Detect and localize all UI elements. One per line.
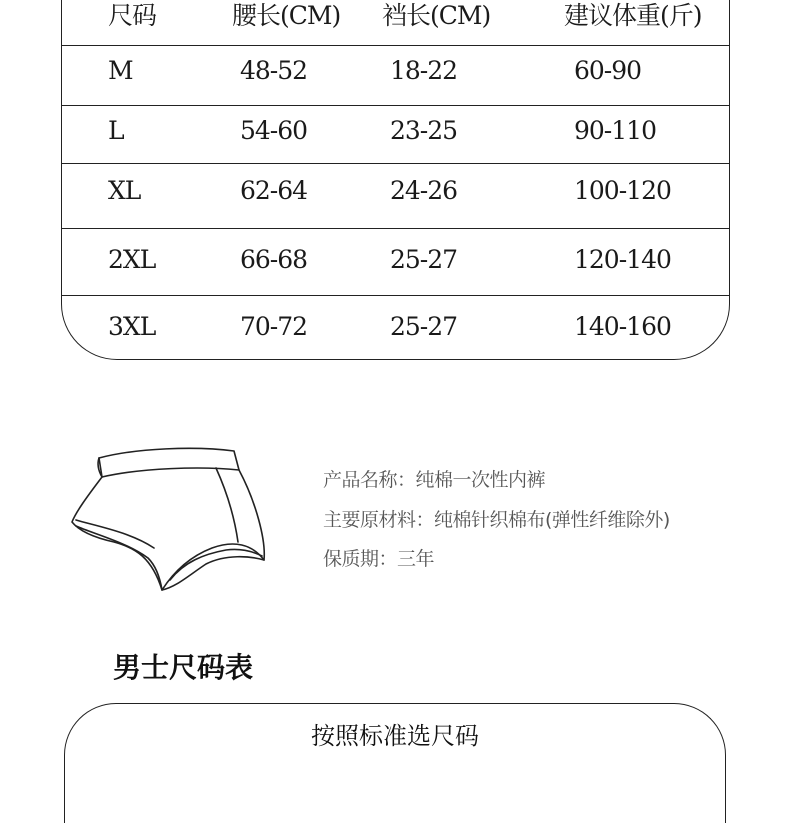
size-table <box>61 0 730 360</box>
cell-rise: 25-27 <box>390 245 458 274</box>
mens-size-chart <box>64 703 726 823</box>
cell-size: XL <box>108 176 141 205</box>
product-name-line: 产品名称：纯棉一次性内裤 <box>323 469 546 491</box>
cell-size: M <box>108 56 133 85</box>
cell-weight: 140-160 <box>574 312 671 341</box>
row-divider <box>62 163 729 164</box>
cell-waist: 48-52 <box>240 56 308 85</box>
row-divider <box>62 45 729 46</box>
cell-size: L <box>108 116 124 145</box>
header-size: 尺码 <box>108 1 157 30</box>
cell-rise: 23-25 <box>390 116 458 145</box>
section-title: 男士尺码表 <box>113 651 254 684</box>
row-divider <box>62 105 729 106</box>
shelf-life-line: 保质期：三年 <box>323 548 435 570</box>
cell-waist: 70-72 <box>240 312 308 341</box>
cell-weight: 120-140 <box>574 245 671 274</box>
cell-size: 3XL <box>108 312 156 341</box>
material-line: 主要原材料：纯棉针织棉布(弹性纤维除外) <box>323 509 670 531</box>
cell-rise: 18-22 <box>390 56 458 85</box>
cell-waist: 66-68 <box>240 245 308 274</box>
briefs-icon <box>66 440 276 600</box>
row-divider <box>62 295 729 296</box>
cell-rise: 24-26 <box>390 176 458 205</box>
chart-caption: 按照标准选尺码 <box>311 722 479 750</box>
cell-weight: 100-120 <box>574 176 671 205</box>
cell-waist: 62-64 <box>240 176 308 205</box>
cell-weight: 60-90 <box>574 56 642 85</box>
cell-weight: 90-110 <box>574 116 656 145</box>
header-rise: 裆长(CM) <box>382 1 491 30</box>
cell-rise: 25-27 <box>390 312 458 341</box>
cell-size: 2XL <box>108 245 156 274</box>
cell-waist: 54-60 <box>240 116 308 145</box>
header-waist: 腰长(CM) <box>232 1 341 30</box>
header-weight: 建议体重(斤) <box>564 1 702 30</box>
row-divider <box>62 228 729 229</box>
